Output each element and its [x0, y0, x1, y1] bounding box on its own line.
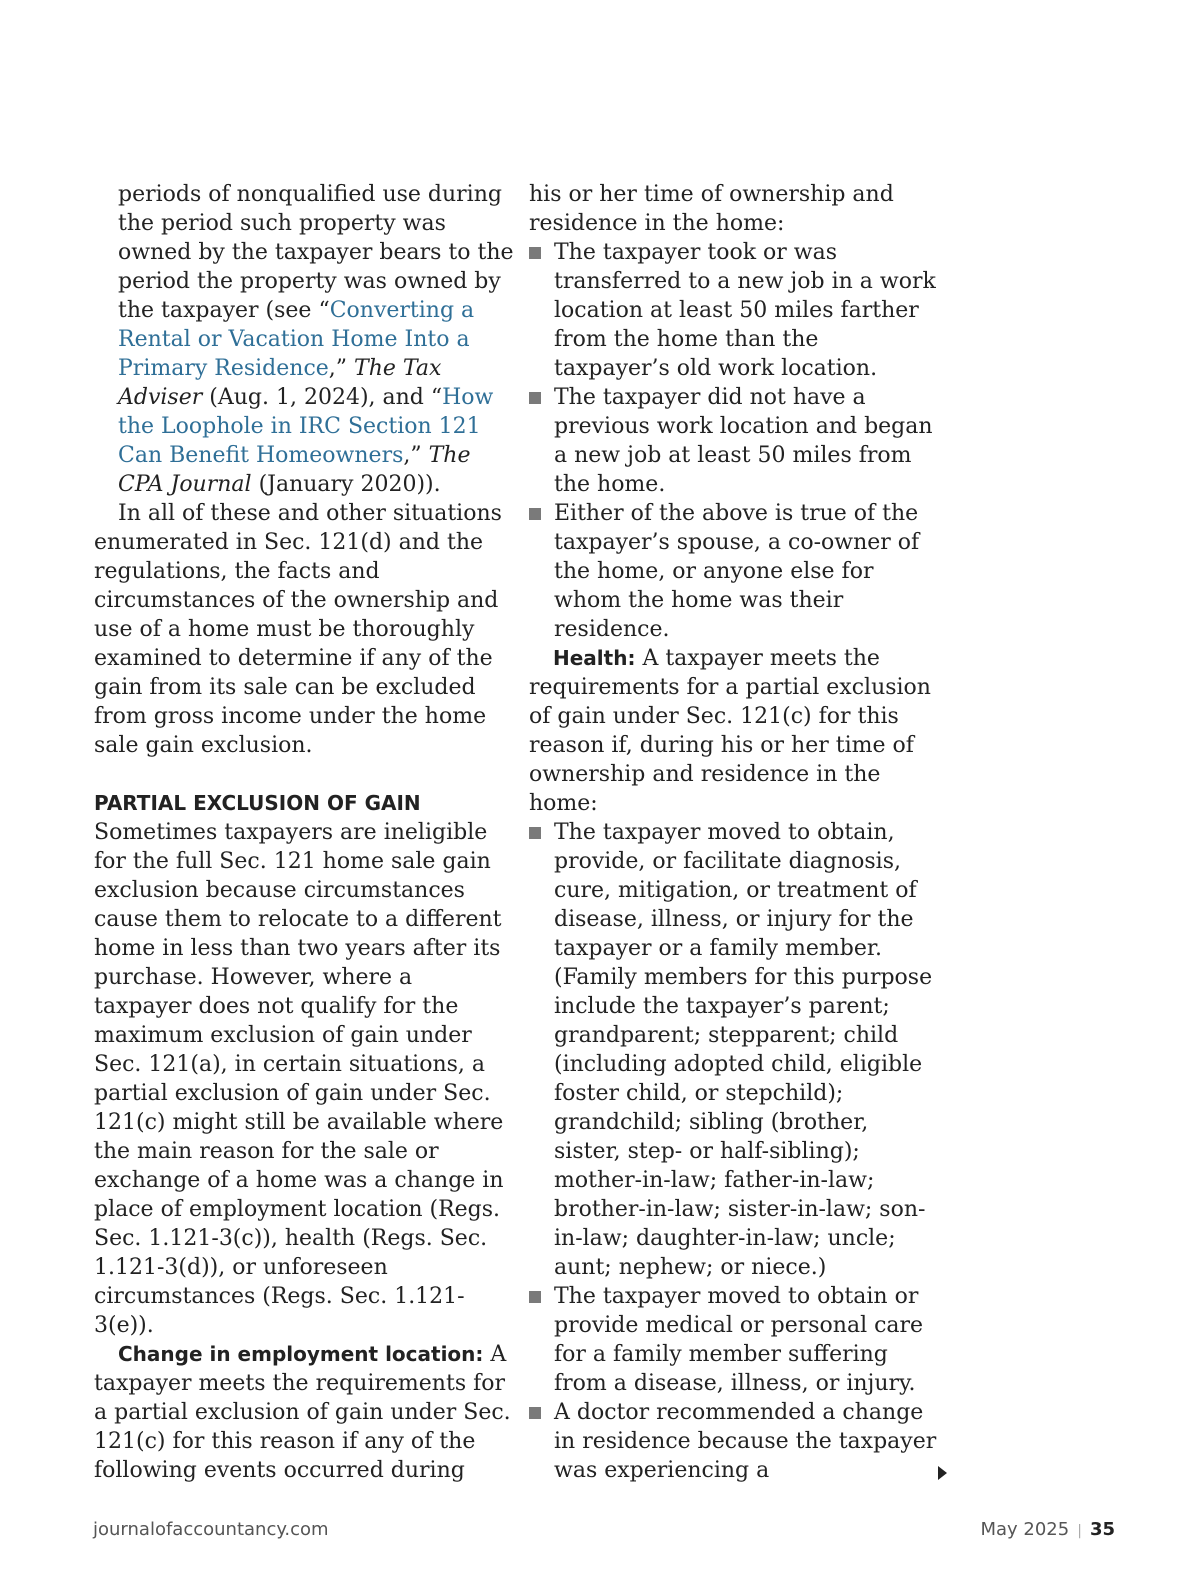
- list-item: [529, 238, 939, 383]
- list-item-text: A doctor recommended a change in residence because the taxpayer was experiencing a: [554, 1400, 937, 1483]
- paragraph-all-situations: [94, 499, 514, 760]
- paragraph-employment: [94, 1340, 514, 1485]
- list-item-text: The taxpayer took or was transferred to a new job in a work location at least 50 miles farther from the home than the taxpayer’s old work location.: [554, 240, 936, 381]
- employment-bullet-list: [529, 238, 939, 644]
- paragraph-text: A taxpayer meets the requirements for a partial exclusion of gain under Sec. 121(c) for this reason if any of the following events occurred during: [94, 1342, 511, 1483]
- right-column: [529, 180, 939, 1485]
- paragraph-text: (January 2020)).: [251, 472, 441, 497]
- footer-site-link[interactable]: journalofaccountancy.com: [93, 1519, 329, 1540]
- publication-title: The Tax Adviser: [118, 356, 442, 410]
- runin-heading-employment: Change in employment location:: [118, 1342, 484, 1366]
- list-item: [529, 1398, 939, 1485]
- continued-text: his or her time of ownership and residence in the home:: [529, 182, 894, 236]
- square-bullet-icon: [529, 1407, 541, 1419]
- square-bullet-icon: [529, 392, 541, 404]
- list-item-text: The taxpayer moved to obtain or provide medical or personal care for a family member suffering from a disease, illness, or injury.: [554, 1284, 924, 1396]
- paragraph-text: In all of these and other situations enumerated in Sec. 121(d) and the regulations, the facts and circumstances of the ownership and use of a home must be thoroughly examined to determine if any of the gain from its sale can be excluded from gross income under the home sale gain exclusion.: [94, 501, 502, 758]
- list-item: [529, 383, 939, 499]
- footer-date: May 2025: [980, 1519, 1070, 1540]
- list-item-text: The taxpayer did not have a previous work location and began a new job at least 50 miles from the home.: [554, 385, 933, 497]
- paragraph-text: ,”: [328, 356, 355, 381]
- article-link-converting-rental[interactable]: Converting a Rental or Vacation Home Into a Primary Residence: [118, 298, 475, 381]
- list-item: [529, 1282, 939, 1398]
- square-bullet-icon: [529, 1291, 541, 1303]
- paragraph-text: periods of nonqualified use during the period such property was owned by the taxpayer bears to the period the property was owned by the taxpayer (see “: [118, 182, 514, 323]
- list-item: [529, 499, 939, 644]
- paragraph-health: [529, 644, 939, 818]
- paragraph-text: ,”: [403, 443, 429, 468]
- section-heading: PARTIAL EXCLUSION OF GAIN: [94, 791, 421, 815]
- runin-heading-health: Health:: [553, 646, 636, 670]
- footer-separator: |: [1077, 1523, 1082, 1539]
- article-link-loophole-section-121[interactable]: How the Loophole in IRC Section 121 Can Benefit Homeowners: [118, 385, 494, 468]
- continued-paragraph: [94, 180, 514, 499]
- left-column: [94, 180, 514, 1485]
- list-item-text: The taxpayer moved to obtain, provide, or facilitate diagnosis, cure, mitigation, or treatment of disease, illness, or injury for the taxpayer or a family member. (Family members for this purpose include the taxpayer’s parent; grandparent; stepparent; child (including adopted child, eligible foster child, or stepchild); grandchild; sibling (brother, sister, step- or half-sibling); mother-in-law; father-in-law; brother-in-law; sister-in-law; son-in-law; daughter-in-law; uncle; aunt; nephew; or niece.): [554, 820, 933, 1280]
- paragraph-text: (Aug. 1, 2024), and “: [202, 385, 443, 410]
- paragraph-text: A taxpayer meets the requirements for a partial exclusion of gain under Sec. 121(c) for this reason if, during his or her time of ownership and residence in the home:: [529, 646, 931, 816]
- footer-issue-info: [980, 1519, 1115, 1540]
- list-item-text: Either of the above is true of the taxpayer’s spouse, a co-owner of the home, or anyone else for whom the home was their residence.: [554, 501, 920, 642]
- square-bullet-icon: [529, 827, 541, 839]
- list-item: [529, 818, 939, 1282]
- square-bullet-icon: [529, 247, 541, 259]
- continue-arrow-icon: [938, 1466, 947, 1480]
- square-bullet-icon: [529, 508, 541, 520]
- health-bullet-list: [529, 818, 939, 1485]
- paragraph-partial-exclusion: Sometimes taxpayers are ineligible for the full Sec. 121 home sale gain exclusion because circumstances cause them to relocate to a different home in less than two years after its purchase. However, where a taxpayer does not qualify for the maximum exclusion of gain under Sec. 121(a), in certain situations, a partial exclusion of gain under Sec. 121(c) might still be available where the main reason for the sale or exchange of a home was a change in place of employment location (Regs. Sec. 1.121-3(c)), health (Regs. Sec. 1.121-3(d)), or unforeseen circumstances (Regs. Sec. 1.121-3(e)).: [94, 820, 504, 1338]
- publication-title: The CPA Journal: [118, 443, 471, 497]
- page-number: 35: [1089, 1519, 1115, 1540]
